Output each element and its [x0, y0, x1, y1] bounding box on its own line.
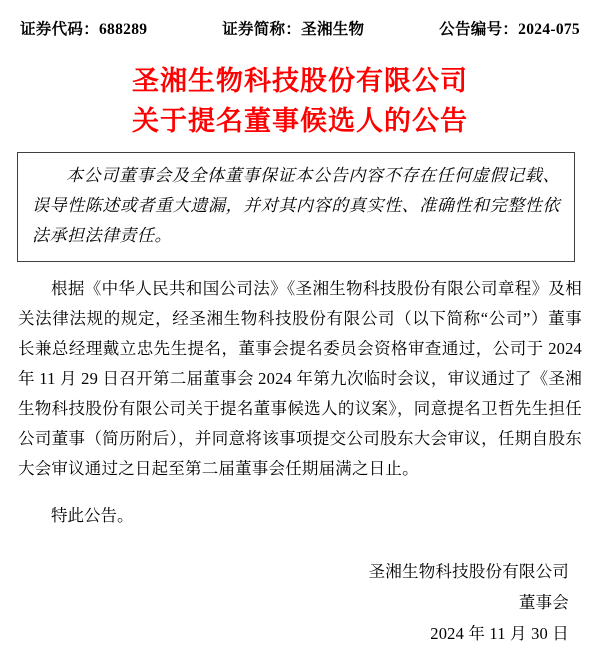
announcement-number: 公告编号：2024-075	[439, 21, 580, 38]
document-header	[0, 0, 600, 39]
disclaimer-box	[17, 152, 575, 262]
body-paragraph: 根据《中华人民共和国公司法》《圣湘生物科技股份有限公司章程》及相关法律法规的规定，经圣湘生物科技股份有限公司（以下简称“公司”）董事长兼总经理戴立忠先生提名，董事会提名委员会资格审查通过，公司于 2024 年 11 月 29 日召开第二届董事会 2024 年第九次临时会议，审议通过了《圣湘生物科技股份有限公司关于提名董事候选人的议案》，同意提名卫哲先生担任公司董事（简历附后），并同意将该事项提交公司股东大会审议，任期自股东大会审议通过之日起至第二届董事会任期届满之日止。	[18, 279, 582, 478]
closing-statement: 特此公告。	[51, 506, 134, 525]
signature-block	[0, 556, 600, 649]
signature-date: 2024 年 11 月 30 日	[430, 624, 569, 643]
stock-code: 证券代码：688289	[20, 21, 148, 38]
disclaimer-text: 本公司董事会及全体董事保证本公告内容不存在任何虚假记载、误导性陈述或者重大遗漏，并对其内容的真实性、准确性和完整性依法承担法律责任。	[32, 166, 560, 245]
stock-short-name: 证券简称：圣湘生物	[222, 21, 365, 38]
document-title	[0, 61, 600, 141]
signature-company: 圣湘生物科技股份有限公司	[368, 562, 569, 581]
signature-board: 董事会	[518, 593, 569, 612]
title-line-2: 关于提名董事候选人的公告	[132, 106, 468, 136]
title-line-1: 圣湘生物科技股份有限公司	[132, 66, 468, 96]
